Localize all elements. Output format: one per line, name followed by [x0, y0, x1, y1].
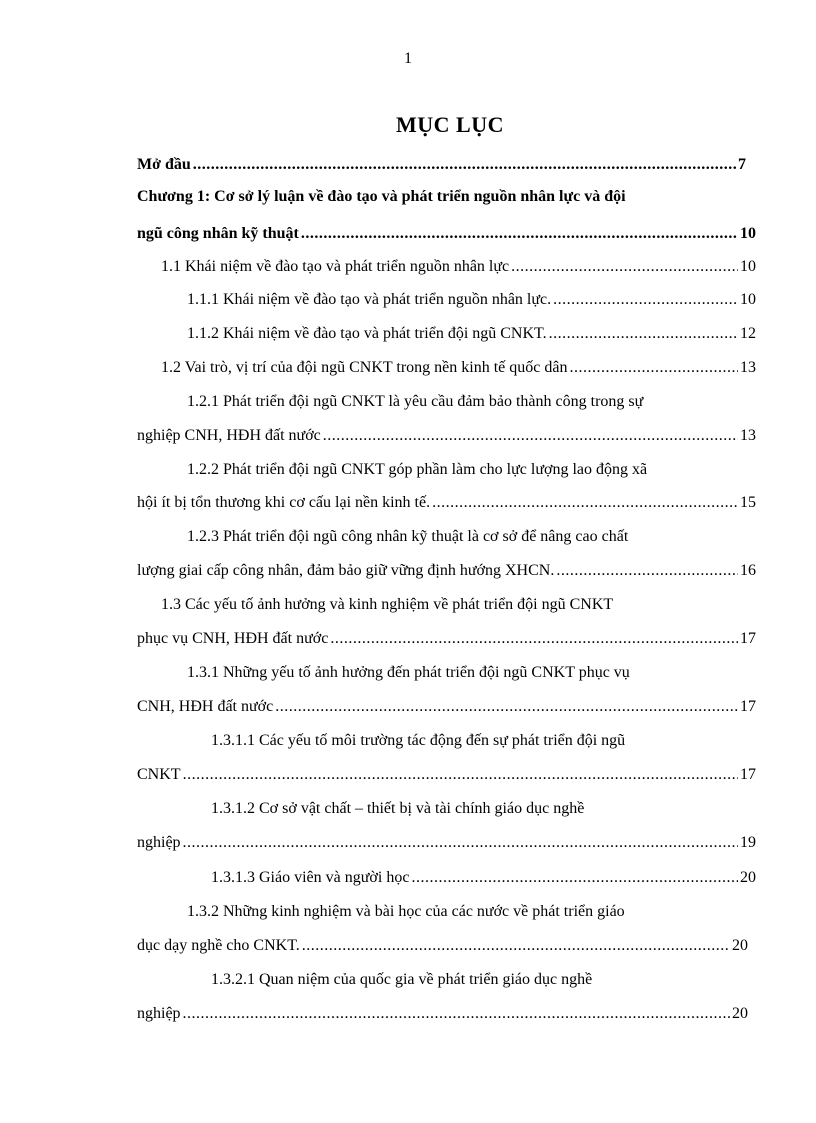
- toc-entry-line1[interactable]: [187, 900, 714, 924]
- toc-entry[interactable]: [161, 356, 756, 380]
- toc-entry[interactable]: [161, 255, 756, 279]
- dot-leader: [275, 695, 738, 719]
- dot-leader: [183, 1002, 730, 1026]
- toc-entry-text: 1.1.1 Khái niệm về đào tạo và phát triển nguồn nhân lực.: [187, 291, 552, 308]
- toc-entry-text: phục vụ CNH, HĐH đất nước: [137, 630, 329, 647]
- dot-leader: [549, 322, 738, 346]
- toc-entry-line1[interactable]: [161, 593, 700, 617]
- toc-entry[interactable]: [137, 153, 746, 177]
- toc-entry-text-line1: 1.3.1 Những yếu tố ảnh hưởng đến phát triển đội ngũ CNKT phục vụ: [187, 664, 630, 681]
- dot-leader: [193, 153, 736, 177]
- toc-entry-page: 10: [740, 258, 756, 275]
- toc-entry-text: 1.3.1.3 Giáo viên và người học: [211, 869, 410, 886]
- toc-entry-text-line1: 1.3.2 Những kinh nghiệm và bài học của các nước về phát triển giáo: [187, 903, 625, 920]
- toc-entry-line1[interactable]: [187, 390, 714, 414]
- toc-entry-page: 20: [732, 1005, 748, 1022]
- toc-entry[interactable]: [137, 424, 756, 448]
- toc-entry-text-line1: 1.3.1.1 Các yếu tố môi trường tác động đến sự phát triển đội ngũ: [211, 732, 626, 749]
- toc-entry[interactable]: [137, 763, 756, 787]
- toc-entry-page: 20: [740, 869, 756, 886]
- toc-entry[interactable]: [137, 222, 756, 246]
- toc-entry[interactable]: [137, 934, 748, 958]
- toc-entry[interactable]: [137, 491, 756, 515]
- toc-entry-text: 1.2 Vai trò, vị trí của đội ngũ CNKT trong nền kinh tế quốc dân: [161, 359, 568, 376]
- toc-entry-line1[interactable]: [211, 968, 706, 992]
- toc-entry[interactable]: [187, 288, 756, 312]
- toc-entry-page: 20: [732, 937, 748, 954]
- toc-entry[interactable]: [137, 831, 756, 855]
- toc-entry-text: lượng giai cấp công nhân, đảm bảo giữ vững định hướng XHCN.: [137, 562, 555, 579]
- toc-entry-text: 1.1.2 Khái niệm về đào tạo và phát triển đội ngũ CNKT.: [187, 325, 547, 342]
- dot-leader: [432, 491, 738, 515]
- toc-entry[interactable]: [187, 322, 756, 346]
- dot-leader: [553, 288, 738, 312]
- toc-entry-page: 13: [740, 427, 756, 444]
- toc-entry-page: 15: [740, 494, 756, 511]
- dot-leader: [323, 424, 738, 448]
- toc-title: MỤC LỤC: [396, 112, 504, 137]
- toc-entry-page: 17: [740, 630, 756, 647]
- toc-entry-page: 16: [740, 562, 756, 579]
- toc-entry-page: 17: [740, 766, 756, 783]
- toc-entry-line1[interactable]: [137, 185, 756, 209]
- toc-entry[interactable]: [137, 559, 756, 583]
- toc-entry[interactable]: [137, 1002, 748, 1026]
- toc-entry-line1[interactable]: [211, 729, 698, 753]
- dot-leader: [330, 627, 738, 651]
- dot-leader: [556, 559, 738, 583]
- toc-entry-text: CNH, HĐH đất nước: [137, 698, 274, 715]
- toc-entry-text: nghiệp: [137, 1005, 181, 1022]
- toc-entry-line1[interactable]: [187, 661, 700, 685]
- toc-entry-line1[interactable]: [187, 525, 700, 549]
- toc-entry-text-line1: 1.2.3 Phát triển đội ngũ công nhân kỹ thuật là cơ sở để nâng cao chất: [187, 528, 629, 545]
- toc-entry[interactable]: [137, 627, 756, 651]
- toc-entry-text: hội ít bị tổn thương khi cơ cấu lại nền kinh tế.: [137, 494, 431, 511]
- toc-entry-text: Mở đầu: [137, 156, 191, 173]
- toc-entry-line1[interactable]: [187, 458, 718, 482]
- toc-entry-page: 19: [740, 834, 756, 851]
- dot-leader: [511, 255, 738, 279]
- dot-leader: [411, 866, 738, 890]
- toc-entry-text-line1: 1.2.1 Phát triển đội ngũ CNKT là yêu cầu đảm bảo thành công trong sự: [187, 393, 644, 410]
- toc-entry-page: 10: [740, 291, 756, 308]
- dot-leader: [301, 222, 738, 246]
- toc-entry-text-line1: 1.3 Các yếu tố ảnh hưởng và kinh nghiệm về phát triển đội ngũ CNKT: [161, 596, 614, 613]
- dot-leader: [183, 763, 738, 787]
- toc-entry-text: dục dạy nghề cho CNKT.: [137, 937, 300, 954]
- dot-leader: [183, 831, 738, 855]
- toc-entry-line1[interactable]: [211, 797, 720, 821]
- toc-entry-page: 13: [740, 359, 756, 376]
- dot-leader: [569, 356, 738, 380]
- dot-leader: [302, 934, 730, 958]
- toc-entry-text-line1: 1.3.2.1 Quan niệm của quốc gia về phát triển giáo dục nghề: [211, 971, 593, 988]
- toc-entry-text: nghiệp: [137, 834, 181, 851]
- toc-entry[interactable]: [137, 695, 756, 719]
- toc-entry-text-line1: 1.3.1.2 Cơ sở vật chất – thiết bị và tài chính giáo dục nghề: [211, 800, 585, 817]
- toc-entry-page: 10: [740, 225, 756, 242]
- page-number: 1: [404, 50, 412, 67]
- toc-entry-text-line1: Chương 1: Cơ sở lý luận về đào tạo và phát triển nguồn nhân lực và đội: [137, 188, 626, 205]
- toc-entry-text: 1.1 Khái niệm về đào tạo và phát triển nguồn nhân lực: [161, 258, 510, 275]
- toc-entry-page: 7: [738, 156, 746, 173]
- toc-entry-text: ngũ công nhân kỹ thuật: [137, 225, 299, 242]
- toc-entry-text-line1: 1.2.2 Phát triển đội ngũ CNKT góp phần làm cho lực lượng lao động xã: [187, 461, 648, 478]
- toc-entry[interactable]: [211, 866, 756, 890]
- toc-entry-page: 12: [740, 325, 756, 342]
- toc-entry-page: 17: [740, 698, 756, 715]
- toc-entry-text: CNKT: [137, 766, 181, 783]
- toc-entry-text: nghiệp CNH, HĐH đất nước: [137, 427, 321, 444]
